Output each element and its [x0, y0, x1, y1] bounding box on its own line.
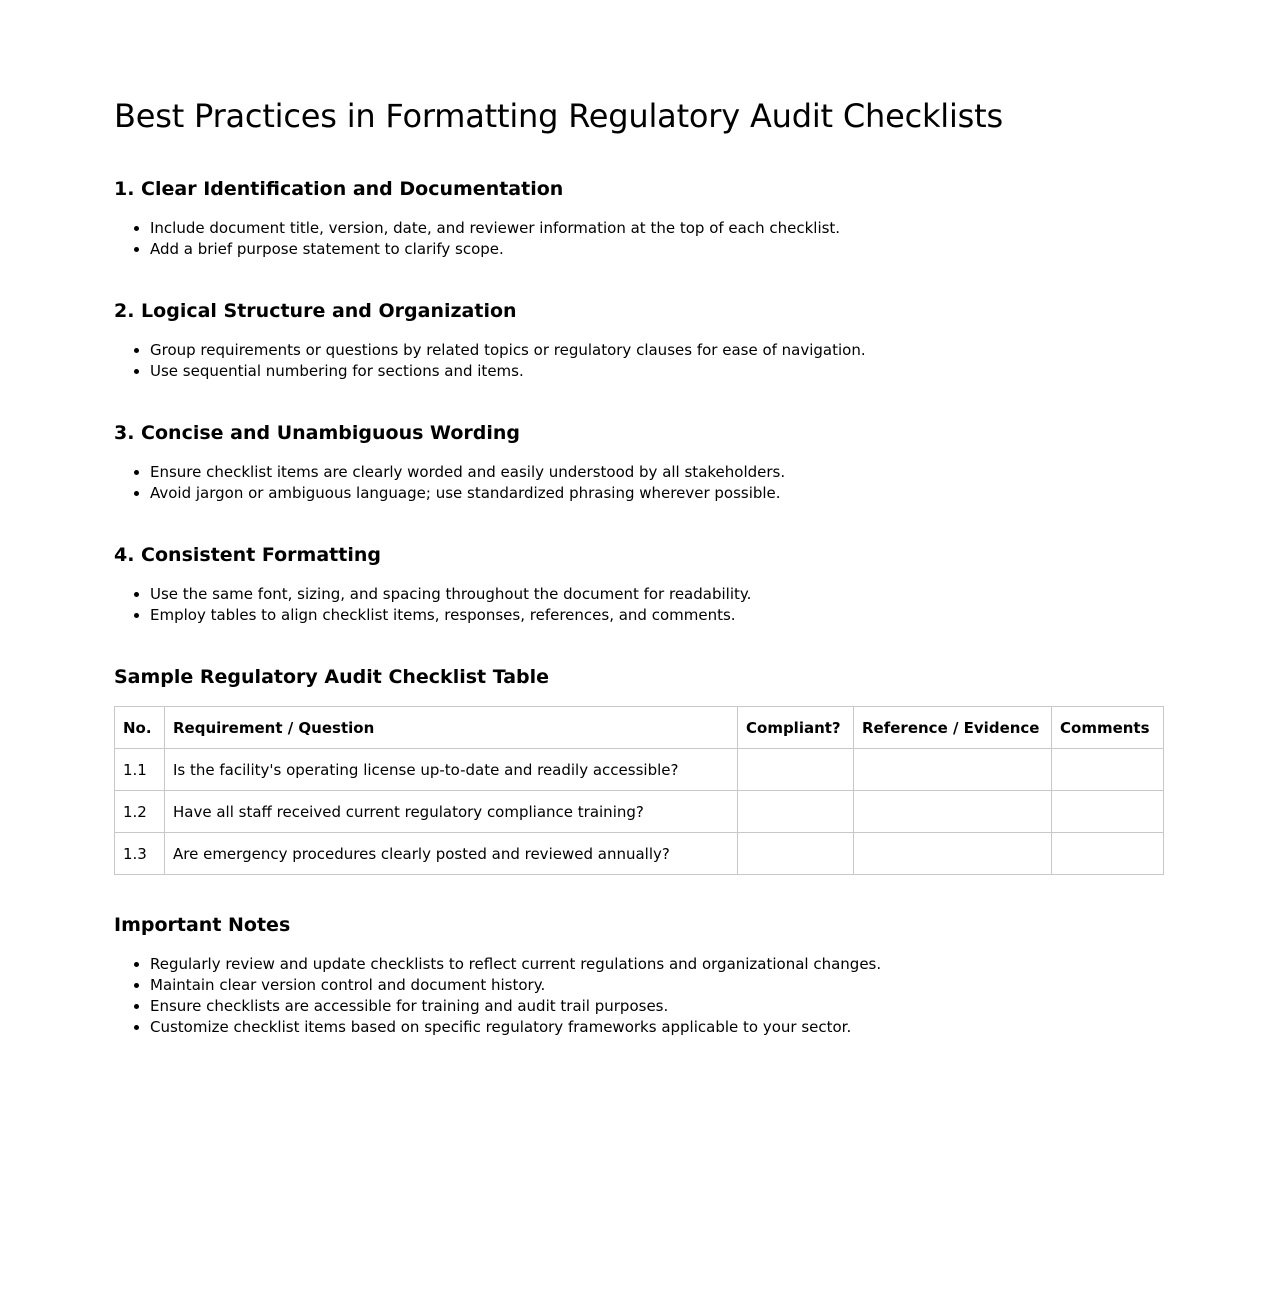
cell-no: 1.1 — [115, 749, 165, 791]
cell-reference — [854, 833, 1052, 875]
bullet-list — [114, 954, 1164, 1038]
notes-heading: Important Notes — [114, 914, 291, 936]
bullet-list — [114, 584, 1164, 626]
cell-comments — [1052, 791, 1164, 833]
cell-compliant — [738, 749, 854, 791]
list-item: • Avoid jargon or ambiguous language; use standardized phrasing wherever possible. — [150, 483, 1164, 504]
list-item: • Include document title, version, date, and reviewer information at the top of each checklist. — [150, 218, 1164, 239]
cell-no: 1.2 — [115, 791, 165, 833]
cell-question: Is the facility's operating license up-to-date and readily accessible? — [165, 749, 738, 791]
list-item: • Employ tables to align checklist items, responses, references, and comments. — [150, 605, 1164, 626]
cell-reference — [854, 791, 1052, 833]
checklist-table — [114, 706, 1164, 875]
column-header-no: No. — [115, 707, 165, 749]
section-heading: 2. Logical Structure and Organization — [114, 300, 517, 322]
cell-compliant — [738, 791, 854, 833]
bullet-list — [114, 218, 1164, 260]
list-item: • Regularly review and update checklists to reflect current regulations and organizational changes. — [150, 954, 1164, 975]
section-formatting — [114, 542, 1164, 626]
list-item: • Ensure checklists are accessible for training and audit trail purposes. — [150, 996, 1164, 1017]
list-item: • Maintain clear version control and document history. — [150, 975, 1164, 996]
cell-question: Have all staff received current regulatory compliance training? — [165, 791, 738, 833]
document-page — [114, 0, 1164, 1038]
list-item: • Use the same font, sizing, and spacing throughout the document for readability. — [150, 584, 1164, 605]
table-heading: Sample Regulatory Audit Checklist Table — [114, 666, 550, 688]
section-heading: 3. Concise and Unambiguous Wording — [114, 422, 520, 444]
column-header-requirement: Requirement / Question — [165, 707, 738, 749]
list-item: • Add a brief purpose statement to clarify scope. — [150, 239, 1164, 260]
cell-no: 1.3 — [115, 833, 165, 875]
section-sample-table — [114, 664, 1164, 875]
section-wording — [114, 420, 1164, 504]
cell-compliant — [738, 833, 854, 875]
list-item: • Use sequential numbering for sections and items. — [150, 361, 1164, 382]
list-item: • Ensure checklist items are clearly worded and easily understood by all stakeholders. — [150, 462, 1164, 483]
section-structure — [114, 298, 1164, 382]
cell-reference — [854, 749, 1052, 791]
table-row — [115, 833, 1164, 875]
cell-comments — [1052, 749, 1164, 791]
column-header-compliant: Compliant? — [738, 707, 854, 749]
bullet-list — [114, 340, 1164, 382]
section-heading: 4. Consistent Formatting — [114, 544, 381, 566]
section-important-notes — [114, 912, 1164, 1038]
list-item: • Group requirements or questions by related topics or regulatory clauses for ease of navigation. — [150, 340, 1164, 361]
table-row — [115, 791, 1164, 833]
column-header-reference: Reference / Evidence — [854, 707, 1052, 749]
cell-comments — [1052, 833, 1164, 875]
section-identification — [114, 176, 1164, 260]
column-header-comments: Comments — [1052, 707, 1164, 749]
bullet-list — [114, 462, 1164, 504]
cell-question: Are emergency procedures clearly posted and reviewed annually? — [165, 833, 738, 875]
section-heading: 1. Clear Identification and Documentation — [114, 178, 564, 200]
table-header-row — [115, 707, 1164, 749]
page-title: Best Practices in Formatting Regulatory Audit Checklists — [114, 97, 1003, 135]
table-row — [115, 749, 1164, 791]
list-item: • Customize checklist items based on specific regulatory frameworks applicable to your sector. — [150, 1017, 1164, 1038]
